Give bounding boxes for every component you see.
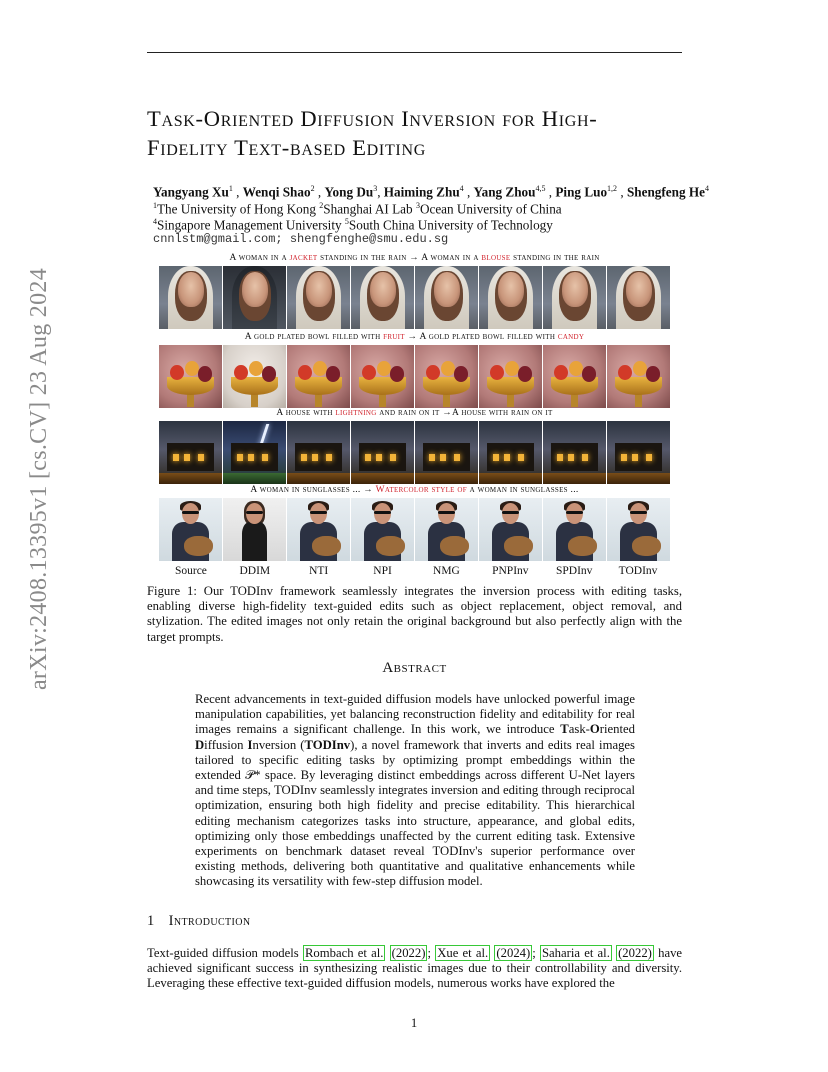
affil-sup: 4 xyxy=(153,217,157,226)
figure-row-prompt xyxy=(147,253,682,263)
figure-image xyxy=(415,266,478,329)
intro-text: Text-guided diffusion models xyxy=(147,946,303,960)
author-sup: 3 xyxy=(373,184,378,193)
arxiv-stamp: arXiv:2408.13395v1 [cs.CV] 23 Aug 2024 xyxy=(26,267,52,691)
citation-year-link[interactable]: (2024) xyxy=(496,946,531,960)
column-label: TODInv xyxy=(618,565,658,577)
figure-image xyxy=(287,498,350,561)
affil-sup: 5 xyxy=(344,217,349,226)
section-number: 1 xyxy=(147,913,155,929)
figure-image-row-bowl xyxy=(159,345,670,408)
paper-title xyxy=(147,104,707,162)
author-name: Yangyang Xu xyxy=(153,184,229,200)
affil-text: Shanghai AI Lab xyxy=(323,201,416,217)
prompt-text: A house with xyxy=(276,408,336,418)
section-heading-introduction xyxy=(147,913,251,930)
figure-image xyxy=(287,421,350,484)
affil-sup: 3 xyxy=(415,201,420,210)
title-line-1: Task-Oriented Diffusion Inversion for High- xyxy=(147,106,598,131)
author-name: Ping Luo xyxy=(555,184,608,200)
author-name: Shengfeng He xyxy=(626,184,705,200)
citation-link[interactable]: Rombach et al. xyxy=(304,946,384,960)
figure-image xyxy=(479,421,542,484)
acronym-letter: D xyxy=(195,737,205,752)
figure-row-prompt xyxy=(147,332,682,342)
figure-image xyxy=(607,498,670,561)
figure-image xyxy=(415,421,478,484)
figure-image xyxy=(223,345,286,408)
author-name: Wenqi Shao xyxy=(242,184,311,200)
abstract-body xyxy=(195,692,635,890)
citation-year-link[interactable]: (2022) xyxy=(618,946,652,960)
figure-caption: Figure 1: Our TODInv framework seamlessly integrates the inversion process with editing tasks, enabling diverse high-fidelity text-guided edits such as object replacement, object removal, and stylization. The edited images not only retain the original background but also perfectly align with the target prompts. xyxy=(147,584,682,644)
author-sup: 2 xyxy=(310,184,315,193)
prompt-text: A gold plated bowl filled with xyxy=(244,332,384,342)
affil-text: Ocean University of China xyxy=(419,201,562,217)
acronym-letter: T xyxy=(560,722,569,737)
section-title: Introduction xyxy=(168,913,251,929)
citation-link[interactable]: Xue et al. xyxy=(437,946,489,960)
affil-text: South China University of Technology xyxy=(348,217,553,233)
figure-image xyxy=(479,498,542,561)
intro-text: ; xyxy=(427,946,436,960)
affil-sup: 1 xyxy=(153,201,157,210)
figure-column-labels xyxy=(159,565,670,577)
abstract-text: riented xyxy=(599,722,635,737)
author-sup: 4 xyxy=(459,184,464,193)
column-label: NMG xyxy=(433,565,460,577)
affil-text: Singapore Management University xyxy=(157,217,345,233)
author-name: Yang Zhou xyxy=(473,184,536,200)
affiliation-line-2 xyxy=(153,214,553,233)
abstract-text: ask- xyxy=(568,722,590,737)
figure-image xyxy=(607,421,670,484)
intro-text: have achieved significant success in synthesizing realistic images due to their controllability and diversity. Leveraging these effective text-guided diffusion models, numerous works have explored the xyxy=(147,946,683,991)
abstract-text: ), a novel framework that inverts and edits real images tailored to specific editing tasks by optimizing prompt embeddings within the extended 𝒫* space. By leveraging distinct embeddings across different U-Net layers and time steps, TODInv seamlessly integrates inversion and editing through reciprocal optimization, ensuring both high fidelity and precise editability. This hierarchical editing mechanism categorizes tasks into structure, appearance, and global edits, optimizing only those embeddings unaffected by the current editing task. Extensive experiments on benchmark dataset reveal TODInv's superior performance over existing methods, delivering both quantitative and qualitative enhancements while showcasing its versatility with few-step diffusion model. xyxy=(195,737,635,889)
prompt-text: standing in the rain xyxy=(510,253,600,263)
figure-image xyxy=(159,266,222,329)
prompt-text: A woman in a xyxy=(229,253,290,263)
acronym: TODInv xyxy=(304,737,351,752)
prompt-text: standing in the rain → A woman in a xyxy=(317,253,482,263)
column-label: DDIM xyxy=(239,565,271,577)
column-label: Source xyxy=(174,565,207,577)
prompt-text: a woman in sunglasses ... xyxy=(466,485,579,495)
figure-image xyxy=(351,266,414,329)
prompt-highlight: Watercolor style of xyxy=(375,485,467,495)
figure-row-prompt xyxy=(147,408,682,418)
acronym-letter: I xyxy=(247,737,253,752)
abstract-heading: Abstract xyxy=(382,660,447,676)
affil-text: The University of Hong Kong xyxy=(157,201,320,217)
figure-image-row-house xyxy=(159,421,670,484)
figure-image xyxy=(543,266,606,329)
figure-image xyxy=(415,345,478,408)
author-name: Yong Du xyxy=(324,184,374,200)
figure-image xyxy=(287,345,350,408)
figure-image xyxy=(223,498,286,561)
figure-image xyxy=(223,421,286,484)
figure-image xyxy=(607,345,670,408)
figure-image xyxy=(351,345,414,408)
column-label: SPDInv xyxy=(555,565,593,577)
prompt-highlight: blouse xyxy=(481,253,511,263)
title-line-2: Fidelity Text-based Editing xyxy=(147,135,426,160)
column-label: NPI xyxy=(373,565,392,577)
figure-image-row-sunglasses xyxy=(159,498,670,561)
top-rule xyxy=(147,52,682,53)
figure-image-row-woman xyxy=(159,266,670,329)
figure-image xyxy=(287,266,350,329)
abstract-text: nversion ( xyxy=(252,737,305,752)
figure-image xyxy=(479,345,542,408)
figure-image xyxy=(543,421,606,484)
page-number: 1 xyxy=(410,1016,418,1030)
introduction-body xyxy=(147,946,682,992)
figure-row-prompt xyxy=(147,485,682,495)
citation-year-link[interactable]: (2022) xyxy=(391,946,426,960)
author-sup: 1,2 xyxy=(607,184,618,193)
figure-image xyxy=(479,266,542,329)
prompt-text: → A gold plated bowl filled with xyxy=(404,332,558,342)
prompt-highlight: candy xyxy=(557,332,585,342)
author-sup: 4 xyxy=(704,184,709,193)
figure-image xyxy=(351,498,414,561)
prompt-highlight: fruit xyxy=(383,332,405,342)
abstract-text: iffusion xyxy=(204,737,248,752)
author-list: Yangyang Xu$^1$ , Wenqi Shao$^2$ , Yong Du$^3$, Haiming Zhu$^4$ , Yang Zhou$^{4,5}$ , Ping Luo$^{1,2}$ , Shengfeng He$^4$ xyxy=(153,184,709,200)
figure-image xyxy=(223,266,286,329)
figure-image xyxy=(159,498,222,561)
prompt-text: and rain on it →A house with rain on it xyxy=(376,408,553,418)
affil-sup: 2 xyxy=(319,201,324,210)
figure-image xyxy=(607,266,670,329)
figure-image xyxy=(159,421,222,484)
author-sup: 4,5 xyxy=(535,184,546,193)
prompt-highlight: jacket xyxy=(289,253,318,263)
prompt-text: A woman in sunglasses ... → xyxy=(250,485,376,495)
prompt-highlight: lightning xyxy=(335,408,377,418)
column-label: PNPInv xyxy=(492,565,529,577)
column-label: NTI xyxy=(309,565,329,577)
intro-text: ; xyxy=(532,946,540,960)
citation-link[interactable]: Saharia et al. xyxy=(541,946,610,960)
author-name: Haiming Zhu xyxy=(383,184,460,200)
acronym-letter: O xyxy=(589,722,600,737)
author-sup: 1 xyxy=(228,184,233,193)
figure-image xyxy=(351,421,414,484)
figure-image xyxy=(543,498,606,561)
author-email: cnnlstm@gmail.com; shengfenghe@smu.edu.sg xyxy=(153,232,449,246)
figure-image xyxy=(159,345,222,408)
figure-image xyxy=(543,345,606,408)
abstract-text: Recent advancements in text-guided diffusion models have unlocked powerful image manipulation capabilities, yet balancing reconstruction fidelity and editability for real images remains a significant challenge. In this work, we introduce xyxy=(195,692,635,737)
figure-image xyxy=(415,498,478,561)
